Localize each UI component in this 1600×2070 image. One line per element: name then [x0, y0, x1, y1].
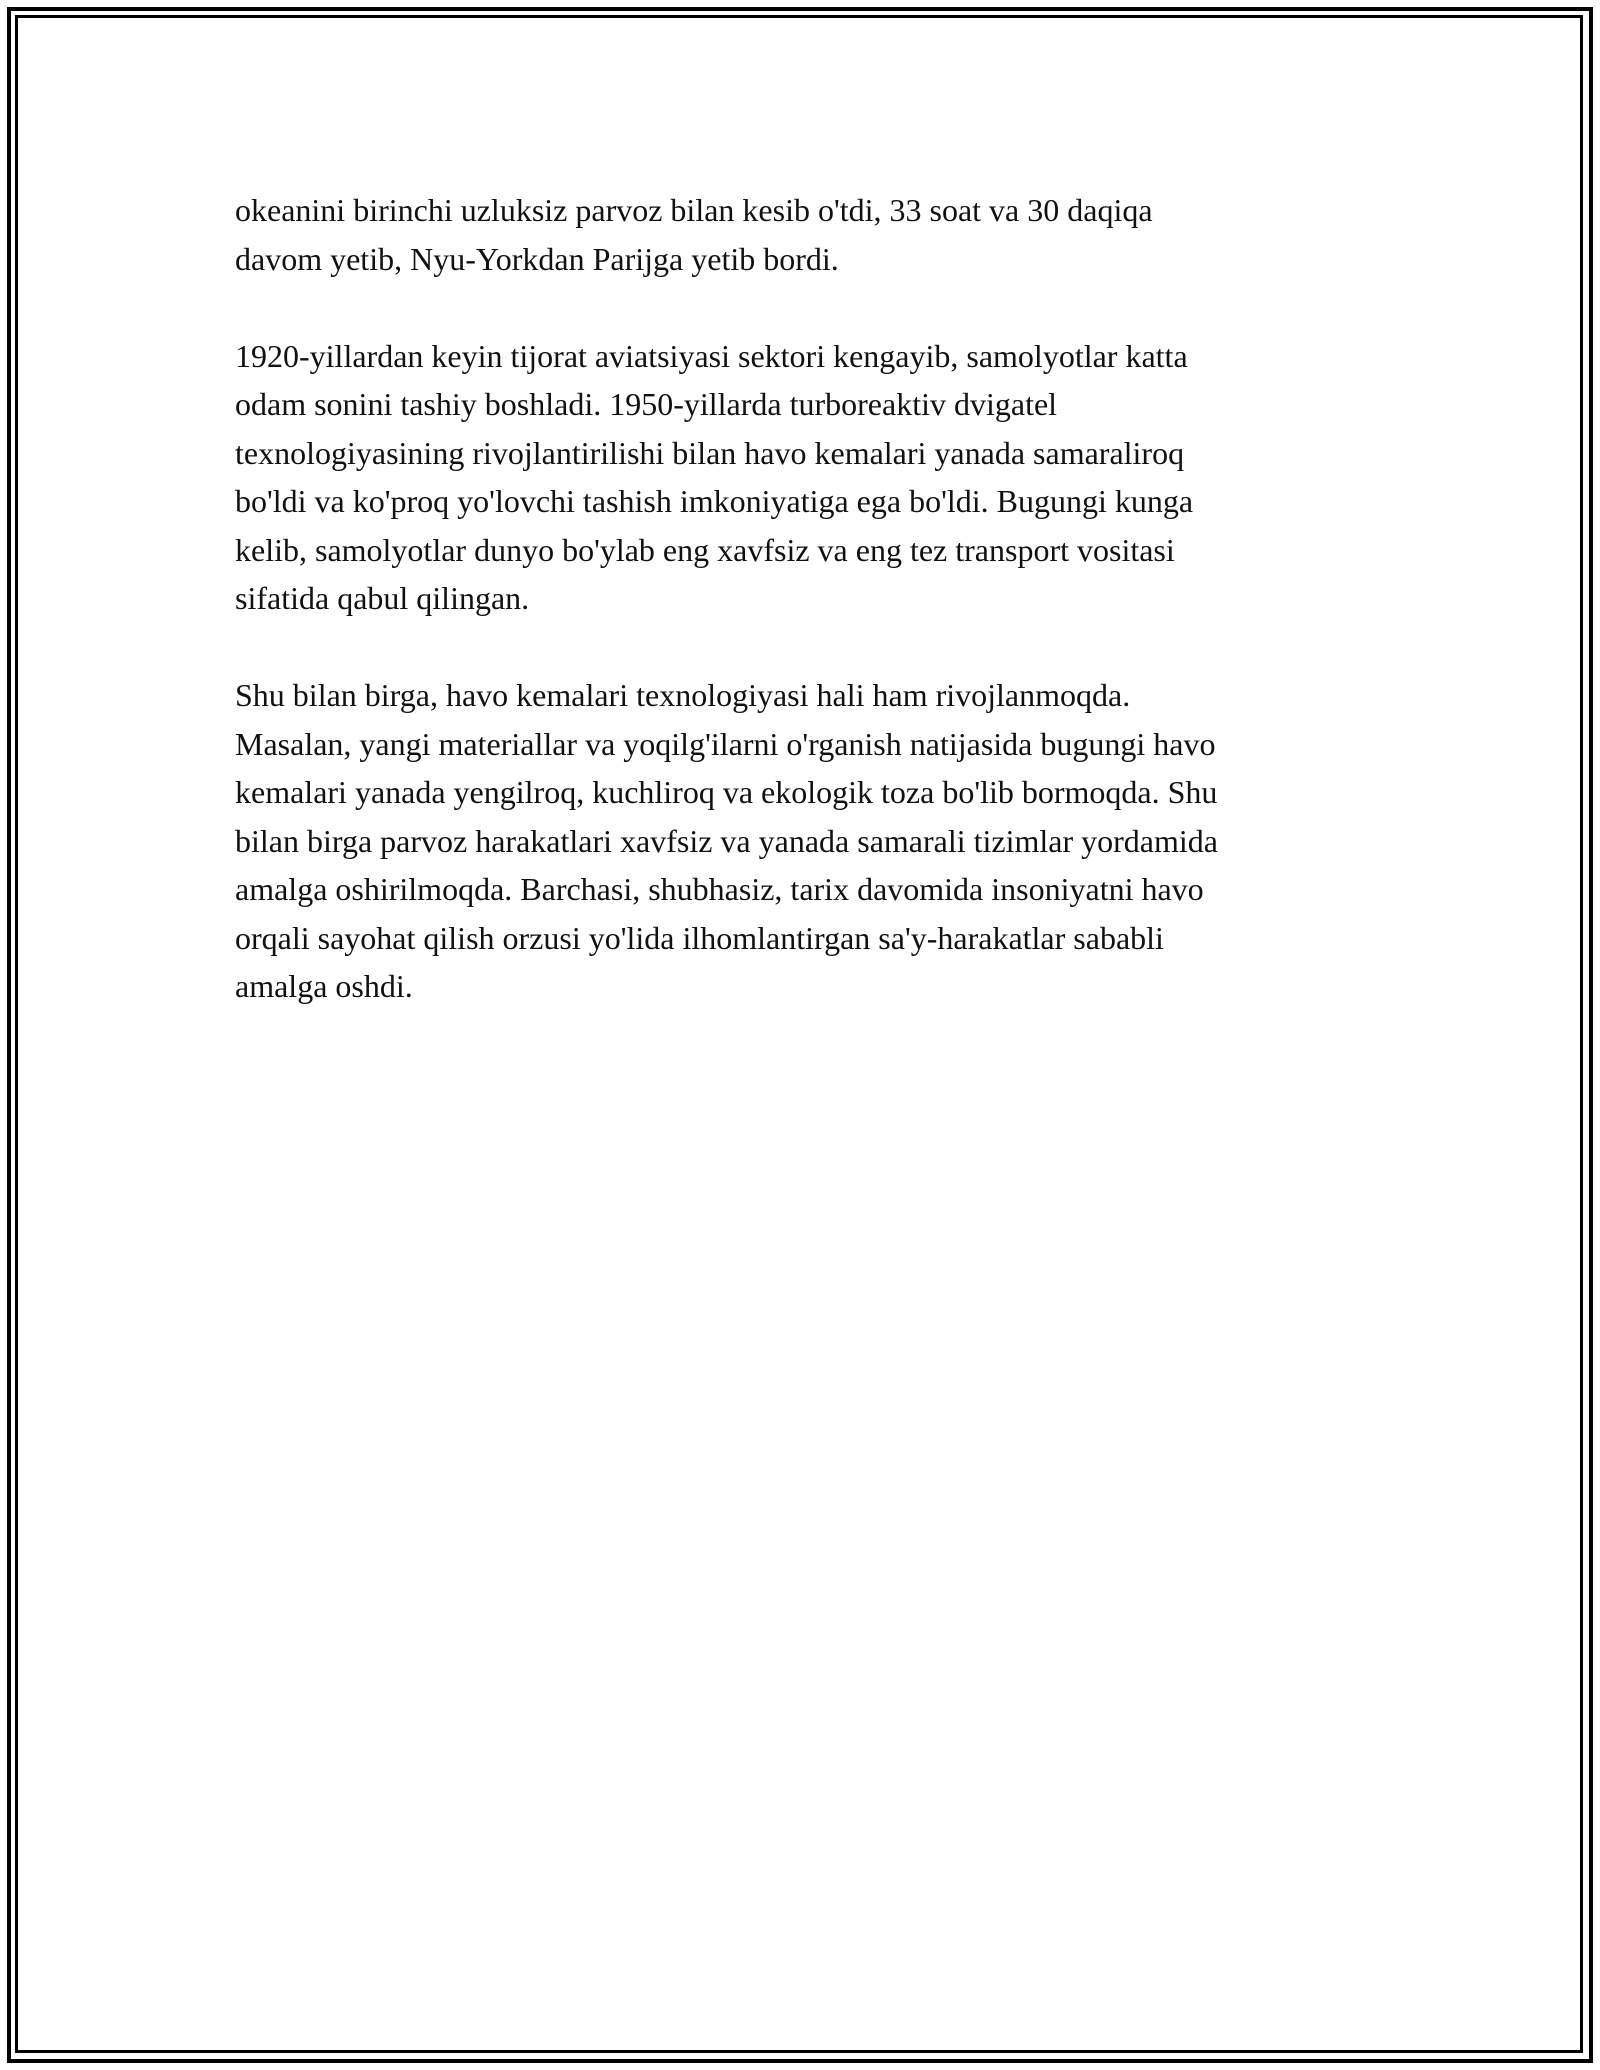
paragraph-2: 1920-yillardan keyin tijorat aviatsiyasi sektori kengayib, samolyotlar katta odam sonini tashiy boshladi. 1950-yillarda turboreaktiv dvigatel texnologiyasining rivojlantirilishi bilan havo kemalari yanada samaraliroq bo'ldi va ko'proq yo'lovchi tashish imkoniyatiga ega bo'ldi. Bugungi kunga kelib, samolyotlar dunyo bo'ylab eng xavfsiz va eng tez transport vositasi sifatida qabul qilingan. — [235, 337, 1194, 616]
document-body — [235, 186, 1385, 1059]
paragraph-3: Shu bilan birga, havo kemalari texnologiyasi hali ham rivojlanmoqda. Masalan, yangi materiallar va yoqilg'ilarni o'rganish natijasida bugungi havo kemalari yanada yengilroq, kuchliroq va ekologik toza bo'lib bormoqda. Shu bilan birga parvoz harakatlari xavfsiz va yanada samarali tizimlar yordamida amalga oshirilmoqda. Barchasi, shubhasiz, tarix davomida insoniyatni havo orqali sayohat qilish orzusi yo'lida ilhomlantirgan sa'y-harakatlar sababli amalga oshdi. — [235, 677, 1218, 1004]
paragraph-1: okeanini birinchi uzluksiz parvoz bilan kesib o'tdi, 33 soat va 30 daqiqa davom yetib, Nyu-Yorkdan Parijga yetib bordi. — [235, 192, 1153, 277]
